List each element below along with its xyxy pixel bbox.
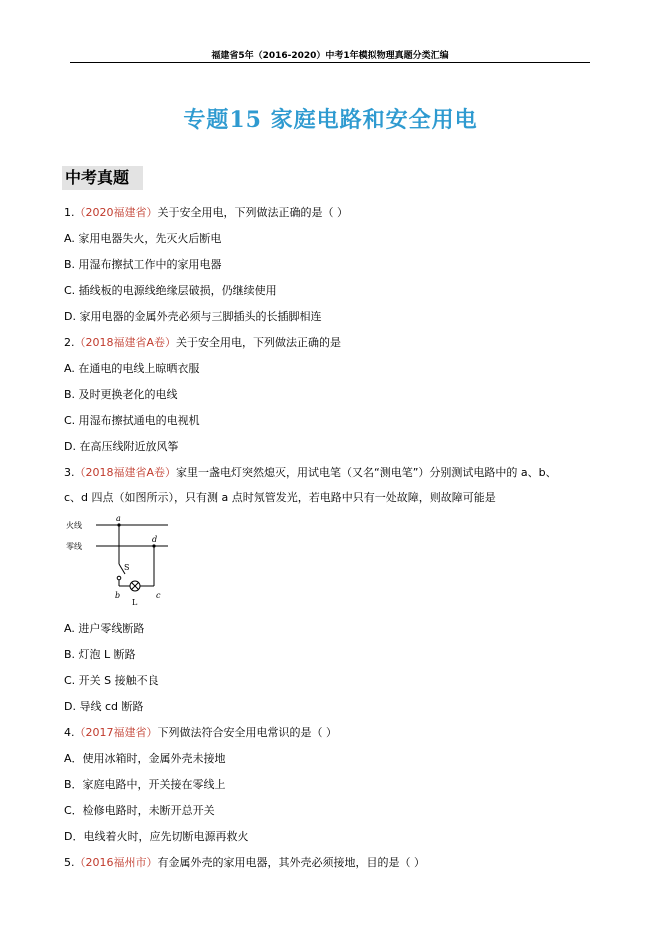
- section-heading: 中考真题: [62, 166, 143, 190]
- question-4-stem: [64, 724, 337, 740]
- question-text: 家里一盏电灯突然熄灭，用试电笔（又名“测电笔”）分别测试电路中的 a、b、: [176, 466, 557, 479]
- circuit-diagram: [64, 512, 184, 612]
- question-3-option-d: D. 导线 cd 断路: [64, 700, 144, 713]
- question-3-option-b: B. 灯泡 L 断路: [64, 648, 136, 661]
- question-number: 3.: [64, 466, 75, 479]
- header-rule: [70, 62, 590, 63]
- switch-contact: [117, 576, 121, 580]
- running-header: 福建省5年（2016-2020）中考1年模拟物理真题分类汇编: [211, 51, 449, 61]
- question-1-option-b: B. 用湿布擦拭工作中的家用电器: [64, 258, 222, 271]
- question-1-option-d: D. 家用电器的金属外壳必须与三脚插头的长插脚相连: [64, 310, 322, 323]
- question-source: （2018福建省A卷）: [74, 336, 177, 349]
- question-number: 1.: [64, 206, 75, 219]
- question-source: （2018福建省A卷）: [74, 466, 177, 479]
- point-c-label: c: [156, 591, 161, 600]
- question-number: 4.: [64, 726, 75, 739]
- question-2-option-c: C. 用湿布擦拭通电的电视机: [64, 414, 200, 427]
- question-4-option-a: A．使用冰箱时，金属外壳未接地: [64, 752, 226, 765]
- question-text: 下列做法符合安全用电常识的是（ ）: [157, 726, 337, 739]
- question-text: 关于安全用电，下列做法正确的是: [176, 336, 342, 349]
- switch-label: S: [124, 563, 130, 572]
- question-3-option-a: A. 进户零线断路: [64, 622, 145, 635]
- question-text: 有金属外壳的家用电器，其外壳必须接地，目的是（ ）: [157, 856, 425, 869]
- point-a-label: a: [116, 514, 121, 523]
- lamp-label: L: [132, 598, 138, 607]
- question-number: 5.: [64, 856, 75, 869]
- question-source: （2020福建省）: [74, 206, 158, 219]
- question-4-option-c: C．检修电路时，未断开总开关: [64, 804, 215, 817]
- point-d-label: d: [152, 535, 158, 544]
- question-4-option-d: D．电线着火时，应先切断电源再救火: [64, 830, 249, 843]
- point-b-label: b: [115, 591, 121, 600]
- question-number: 2.: [64, 336, 75, 349]
- question-1-stem: [64, 204, 348, 220]
- question-3-stem: [64, 464, 557, 480]
- question-2-option-a: A. 在通电的电线上晾晒衣服: [64, 362, 200, 375]
- live-wire-label: 火线: [66, 521, 82, 530]
- question-2-option-d: D. 在高压线附近放风筝: [64, 440, 179, 453]
- question-1-option-a: A. 家用电器失火，先灭火后断电: [64, 232, 222, 245]
- question-3-option-c: C. 开关 S 接触不良: [64, 674, 159, 687]
- question-5-stem: [64, 854, 425, 870]
- question-text: 关于安全用电，下列做法正确的是（ ）: [157, 206, 348, 219]
- neutral-wire-label: 零线: [66, 542, 82, 551]
- question-source: （2017福建省）: [74, 726, 158, 739]
- page-title: 专题15 家庭电路和安全用电: [183, 107, 478, 133]
- question-source: （2016福州市）: [74, 856, 158, 869]
- question-1-option-c: C. 插线板的电源线绝缘层破损，仍继续使用: [64, 284, 277, 297]
- question-4-option-b: B．家庭电路中，开关接在零线上: [64, 778, 226, 791]
- question-2-option-b: B. 及时更换老化的电线: [64, 388, 178, 401]
- question-3-stem-continued: c、d 四点（如图所示），只有测 a 点时氖管发光，若电路中只有一处故障，则故障可能是: [64, 491, 496, 504]
- question-2-stem: [64, 334, 341, 350]
